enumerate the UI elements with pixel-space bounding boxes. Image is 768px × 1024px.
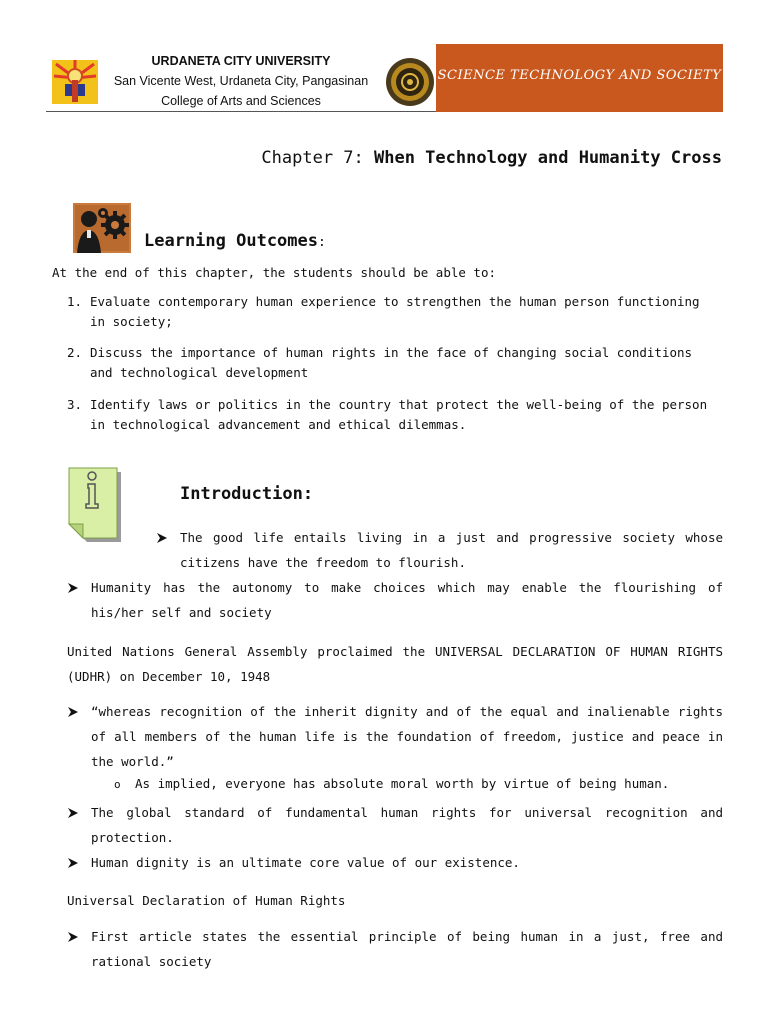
bullet-text: Humanity has the autonomy to make choices which may enable the flourishing of his/her self and society <box>91 580 723 620</box>
header-divider <box>46 111 436 112</box>
outcome-number: 1. <box>67 294 83 309</box>
udhr-paragraph: United Nations General Assembly proclaimed the UNIVERSAL DECLARATION OF HUMAN RIGHTS (UDHR) on December 10, 1948 <box>67 644 723 684</box>
sub-list-item <box>114 776 669 791</box>
learning-outcomes-heading <box>144 231 326 251</box>
chapter-title <box>261 148 722 168</box>
bullet-text: “whereas recognition of the inherit dignity and of the equal and inalienable rights of all members of the human life is the foundation of freedom, justice and peace in the world.” <box>91 704 723 769</box>
chapter-prefix: Chapter 7: <box>261 148 374 168</box>
arrowhead-bullet-icon <box>67 699 83 726</box>
person-with-gears-icon <box>73 203 131 253</box>
university-torch-logo-icon <box>52 56 98 104</box>
learning-outcomes-title: Learning Outcomes <box>144 231 318 251</box>
college-name: College of Arts and Sciences <box>161 94 321 108</box>
udhr-heading: Universal Declaration of Human Rights <box>67 893 346 908</box>
list-item <box>67 800 723 850</box>
learning-outcomes-intro: At the end of this chapter, the students should be able to: <box>52 265 497 280</box>
list-item <box>67 924 723 974</box>
outcome-item <box>67 343 717 383</box>
outcome-number: 3. <box>67 397 83 412</box>
introduction-heading: Introduction: <box>180 484 314 504</box>
circle-bullet-icon: o <box>114 778 121 791</box>
outcome-text: Discuss the importance of human rights in the face of changing social conditions and technological development <box>90 345 693 380</box>
outcome-item <box>67 292 717 332</box>
list-item <box>67 575 723 625</box>
university-seal-icon <box>385 57 435 107</box>
university-address: San Vicente West, Urdaneta City, Pangasinan <box>113 74 369 88</box>
bullet-text: The good life entails living in a just and progressive society whose citizens have the freedom to flourish. <box>180 530 723 570</box>
course-banner-text: SCIENCE TECHNOLOGY AND SOCIETY <box>437 68 722 83</box>
outcome-text: Identify laws or politics in the country that protect the well-being of the person in technological advancement and ethical dilemmas. <box>90 397 708 432</box>
chapter-name: When Technology and Humanity Cross <box>374 148 722 168</box>
list-item <box>156 525 723 575</box>
university-info <box>100 51 382 111</box>
outcome-text: Evaluate contemporary human experience to strengthen the human person functioning in society; <box>90 294 700 329</box>
learning-outcomes-colon: : <box>318 235 326 250</box>
course-banner <box>436 44 723 112</box>
info-note-icon <box>67 466 123 544</box>
bullet-text: Human dignity is an ultimate core value of our existence. <box>91 855 520 870</box>
arrowhead-bullet-icon <box>156 525 172 552</box>
bullet-text: First article states the essential principle of being human in a just, free and rational society <box>91 929 723 969</box>
list-item <box>67 850 723 875</box>
sub-bullet-text: As implied, everyone has absolute moral worth by virtue of being human. <box>135 776 670 791</box>
outcome-number: 2. <box>67 345 83 360</box>
outcome-item <box>67 395 717 435</box>
arrowhead-bullet-icon <box>67 800 83 827</box>
arrowhead-bullet-icon <box>67 575 83 602</box>
arrowhead-bullet-icon <box>67 924 83 951</box>
list-item <box>67 699 723 774</box>
university-name: URDANETA CITY UNIVERSITY <box>151 54 331 68</box>
bullet-text: The global standard of fundamental human rights for universal recognition and protection. <box>91 805 723 845</box>
arrowhead-bullet-icon <box>67 850 83 877</box>
